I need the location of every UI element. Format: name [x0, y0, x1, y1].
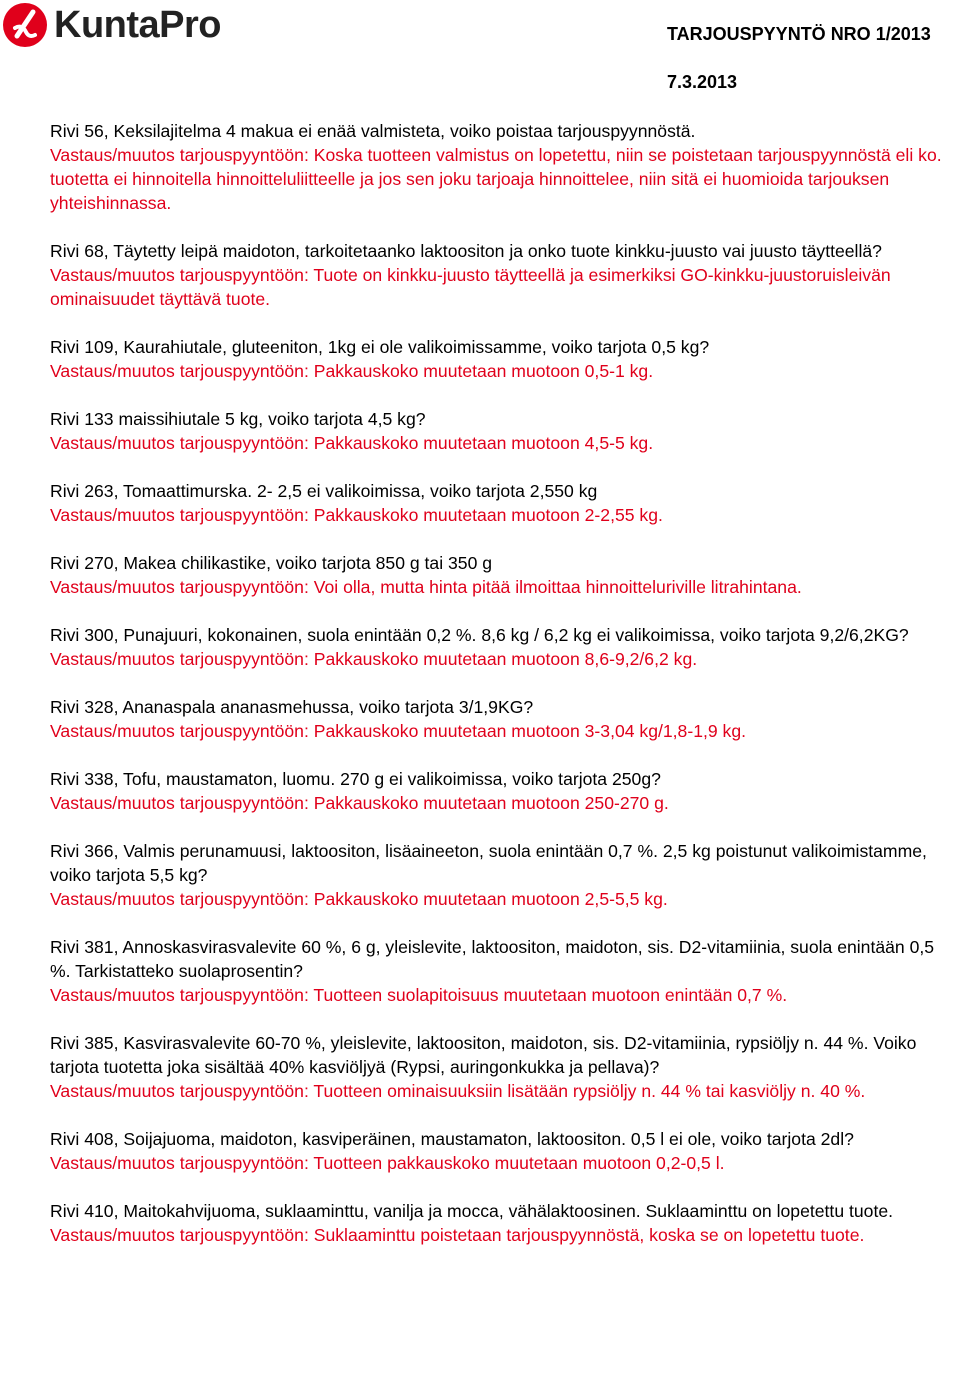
qa-item: [50, 479, 958, 527]
qa-item: [50, 551, 958, 599]
qa-item: [50, 119, 958, 215]
kuntapro-logo-mark-icon: [2, 2, 48, 48]
qa-item: [50, 767, 958, 815]
question-text: Rivi 263, Tomaattimurska. 2- 2,5 ei valikoimissa, voiko tarjota 2,550 kg: [50, 481, 598, 501]
question-text: Rivi 300, Punajuuri, kokonainen, suola enintään 0,2 %. 8,6 kg / 6,2 kg ei valikoimissa, voiko tarjota 9,2/6,2KG?: [50, 625, 909, 645]
qa-item: [50, 623, 958, 671]
answer-text: Vastaus/muutos tarjouspyyntöön: Tuotteen ominaisuuksiin lisätään rypsiöljy n. 44 % tai kasviöljy n. 40 %.: [50, 1081, 866, 1101]
question-text: Rivi 338, Tofu, maustamaton, luomu. 270 g ei valikoimissa, voiko tarjota 250g?: [50, 769, 661, 789]
qa-item: [50, 407, 958, 455]
document-date: 7.3.2013: [667, 72, 738, 92]
answer-text: Vastaus/muutos tarjouspyyntöön: Pakkauskoko muutetaan muotoon 3-3,04 kg/1,8-1,9 kg.: [50, 721, 747, 741]
qa-item: [50, 1127, 958, 1175]
answer-text: Vastaus/muutos tarjouspyyntöön: Voi olla, mutta hinta pitää ilmoittaa hinnoitteluriville litrahintana.: [50, 577, 802, 597]
question-text: Rivi 270, Makea chilikastike, voiko tarjota 850 g tai 350 g: [50, 553, 493, 573]
question-text: Rivi 56, Keksilajitelma 4 makua ei enää valmisteta, voiko poistaa tarjouspyynnöstä.: [50, 121, 696, 141]
question-text: Rivi 410, Maitokahvijuoma, suklaaminttu, vanilja ja mocca, vähälaktoosinen. Suklaaminttu on lopetettu tuote.: [50, 1201, 894, 1221]
answer-text: Vastaus/muutos tarjouspyyntöön: Suklaaminttu poistetaan tarjouspyynnöstä, koska se on lopetettu tuote.: [50, 1225, 865, 1245]
page-header: [0, 0, 960, 110]
question-text: Rivi 366, Valmis perunamuusi, laktoositon, lisäaineeton, suola enintään 0,7 %. 2,5 kg poistunut valikoimistamme, voiko tarjota 5,5 kg?: [50, 841, 927, 885]
answer-text: Vastaus/muutos tarjouspyyntöön: Pakkauskoko muutetaan muotoon 8,6-9,2/6,2 kg.: [50, 649, 698, 669]
question-text: Rivi 133 maissihiutale 5 kg, voiko tarjota 4,5 kg?: [50, 409, 426, 429]
answer-text: Vastaus/muutos tarjouspyyntöön: Pakkauskoko muutetaan muotoon 2,5-5,5 kg.: [50, 889, 668, 909]
document-body: [50, 119, 958, 1271]
qa-item: [50, 335, 958, 383]
logo-wordmark: KuntaPro: [54, 4, 221, 46]
qa-item: [50, 839, 958, 911]
answer-text: Vastaus/muutos tarjouspyyntöön: Pakkauskoko muutetaan muotoon 4,5-5 kg.: [50, 433, 654, 453]
answer-text: Vastaus/muutos tarjouspyyntöön: Tuotteen suolapitoisuus muutetaan muotoon enintään 0,7 %.: [50, 985, 788, 1005]
question-text: Rivi 385, Kasvirasvalevite 60-70 %, yleislevite, laktoositon, maidoton, sis. D2-vitamiinia, rypsiöljy n. 44 %. Voiko tarjota tuotetta joka sisältää 40% kasviöljyä (Rypsi, auringonkukka ja pellava)?: [50, 1033, 917, 1077]
answer-text: Vastaus/muutos tarjouspyyntöön: Pakkauskoko muutetaan muotoon 250-270 g.: [50, 793, 669, 813]
qa-item: [50, 695, 958, 743]
question-text: Rivi 109, Kaurahiutale, gluteeniton, 1kg ei ole valikoimissamme, voiko tarjota 0,5 kg?: [50, 337, 710, 357]
document-title: TARJOUSPYYNTÖ NRO 1/2013: [667, 24, 931, 44]
answer-text: Vastaus/muutos tarjouspyyntöön: Tuotteen pakkauskoko muutetaan muotoon 0,2-0,5 l.: [50, 1153, 725, 1173]
qa-item: [50, 1031, 958, 1103]
qa-item: [50, 239, 958, 311]
question-text: Rivi 408, Soijajuoma, maidoton, kasviperäinen, maustamaton, laktoositon. 0,5 l ei ole, voiko tarjota 2dl?: [50, 1129, 854, 1149]
answer-text: Vastaus/muutos tarjouspyyntöön: Koska tuotteen valmistus on lopetettu, niin se poistetaan tarjouspyynnöstä eli ko. tuotetta ei hinnoitella hinnoitteluliitteelle ja jos sen joku tarjoaja hinnoittelee, niin sitä ei huomioida tarjouksen yhteishinnassa.: [50, 145, 942, 213]
question-text: Rivi 328, Ananaspala ananasmehussa, voiko tarjota 3/1,9KG?: [50, 697, 534, 717]
kuntapro-logo: [2, 2, 221, 48]
answer-text: Vastaus/muutos tarjouspyyntöön: Tuote on kinkku-juusto täytteellä ja esimerkiksi GO-kinkku-juustoruisleivän ominaisuudet täyttävä tuote.: [50, 265, 891, 309]
answer-text: Vastaus/muutos tarjouspyyntöön: Pakkauskoko muutetaan muotoon 2-2,55 kg.: [50, 505, 663, 525]
question-text: Rivi 68, Täytetty leipä maidoton, tarkoitetaanko laktoositon ja onko tuote kinkku-juusto vai juusto täytteellä?: [50, 241, 882, 261]
qa-item: [50, 1199, 958, 1247]
answer-text: Vastaus/muutos tarjouspyyntöön: Pakkauskoko muutetaan muotoon 0,5-1 kg.: [50, 361, 654, 381]
question-text: Rivi 381, Annoskasvirasvalevite 60 %, 6 g, yleislevite, laktoositon, maidoton, sis. D2-vitamiinia, suola enintään 0,5 %. Tarkistatteko suolaprosentin?: [50, 937, 935, 981]
qa-item: [50, 935, 958, 1007]
